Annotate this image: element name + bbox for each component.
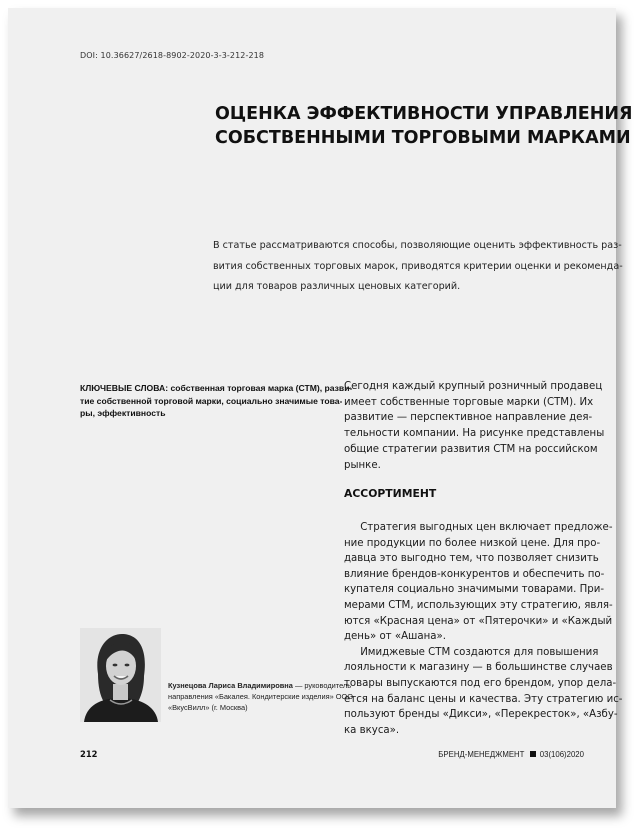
intro-line: общие стратегии развития СТМ на российском — [344, 443, 598, 455]
keywords-block — [80, 382, 353, 420]
abstract-line: В статье рассматриваются способы, позволяющие оценить эффективность раз- — [213, 240, 622, 251]
body-line: влияние брендов-конкурентов и обеспечить по- — [344, 568, 605, 580]
author-line: направления «Бакалея. Кондитерские изделия» ООО — [168, 692, 354, 702]
square-icon — [530, 751, 536, 757]
intro-paragraph — [344, 379, 605, 473]
body-line: ние продукции по более низкой цене. Для про- — [344, 537, 601, 549]
author-line — [168, 680, 352, 691]
body-line: ется на баланс цены и качества. Эту стратегию ис- — [344, 693, 623, 705]
journal-footer — [438, 750, 584, 759]
keywords-line: ры, эффективность — [80, 408, 166, 418]
keywords-label: КЛЮЧЕВЫЕ СЛОВА: — [80, 383, 169, 393]
intro-line: рынке. — [344, 459, 381, 471]
body-text — [344, 520, 623, 738]
intro-line: развитие — перспективное направление дея- — [344, 412, 593, 424]
abstract-line: вития собственных торговых марок, приводятся критерии оценки и рекоменда- — [213, 260, 623, 272]
body-line: давца это выгодно тем, что позволяет снизить — [344, 553, 599, 565]
author-info — [168, 680, 354, 714]
author-line: «ВкусВилл» (г. Москва) — [168, 703, 248, 713]
journal-issue: 03(106)2020 — [539, 750, 584, 759]
author-name: Кузнецова Лариса Владимировна — [168, 681, 293, 690]
body-line: пользуют бренды «Дикси», «Перекресток», «Азбу- — [344, 709, 618, 721]
title-line: СОБСТВЕННЫМИ ТОРГОВЫМИ МАРКАМИ — [215, 128, 631, 148]
section-heading: АССОРТИМЕНТ — [344, 487, 437, 500]
body-line: Стратегия выгодных цен включает предложе- — [344, 522, 613, 533]
keywords-text: собственная торговая марка (СТМ), разви- — [168, 383, 353, 393]
keywords-line: тие собственной торговой марки, социально значимые това- — [80, 395, 343, 406]
journal-name: БРЕНД-МЕНЕДЖМЕНТ — [438, 750, 525, 759]
author-portrait-icon — [80, 628, 161, 722]
author-photo — [80, 628, 161, 722]
author-role: — руководитель — [292, 681, 352, 690]
intro-line: Сегодня каждый крупный розничный продавец — [344, 381, 603, 392]
body-line: Имиджевые СТМ создаются для повышения — [344, 646, 599, 658]
article-title — [215, 102, 633, 150]
abstract-line: ции для товаров различных ценовых категорий. — [213, 281, 461, 292]
body-line: ка вкуса». — [344, 724, 400, 736]
body-line: день» от «Ашана». — [344, 631, 446, 643]
title-line: ОЦЕНКА ЭФФЕКТИВНОСТИ УПРАВЛЕНИЯ — [215, 104, 633, 124]
abstract — [213, 236, 623, 298]
body-line: лояльности к магазину — в большинстве случаев — [344, 662, 613, 674]
body-line: мерами СТМ, использующих эту стратегию, явля- — [344, 599, 613, 611]
page-number: 212 — [80, 749, 98, 759]
keywords-line — [80, 382, 353, 395]
journal-page — [8, 8, 633, 808]
body-line: ются «Красная цена» от «Пятерочки» и «Каждый — [344, 615, 613, 627]
intro-line: тельности компании. На рисунке представлены — [344, 428, 605, 440]
doi-line: DOI: 10.36627/2618-8902-2020-3-3-212-218 — [80, 51, 265, 60]
body-line: купателя социально значимыми товарами. При- — [344, 584, 605, 596]
body-line: товары выпускаются под его брендом, упор дела- — [344, 677, 617, 689]
intro-line: имеет собственные торговые марки (СТМ). Их — [344, 396, 594, 408]
